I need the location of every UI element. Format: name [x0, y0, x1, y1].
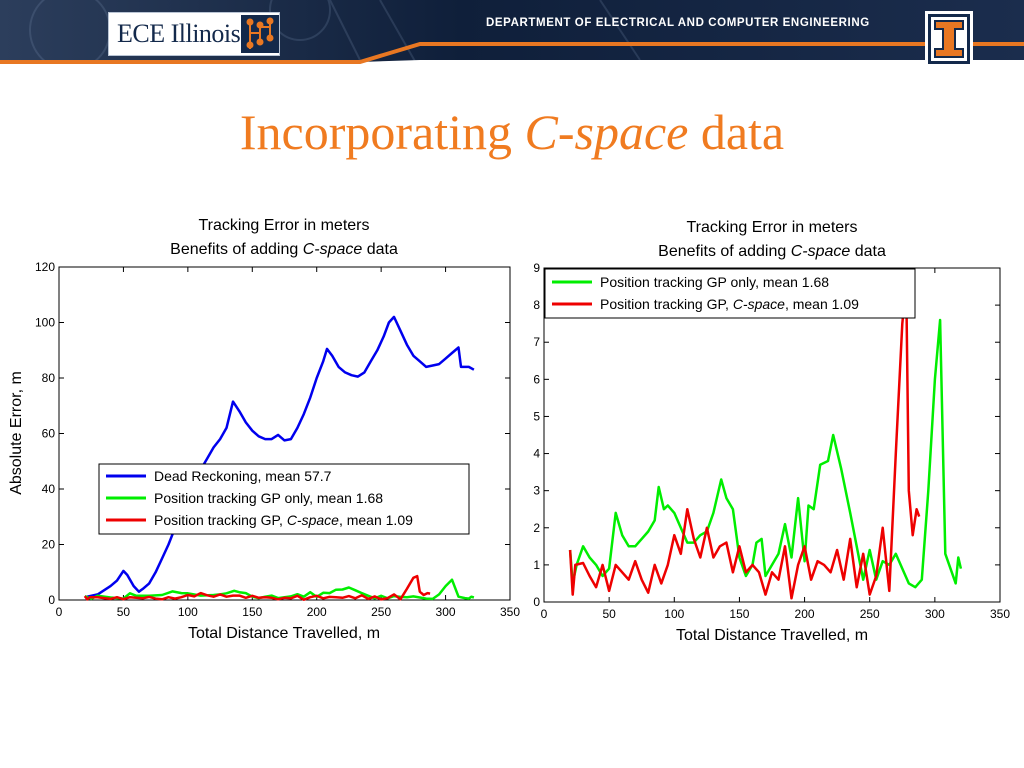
y-tick-label: 8	[533, 298, 540, 313]
legend-label-gp-cspace: Position tracking GP, C-space, mean 1.09	[600, 296, 859, 312]
chart-dead-reckoning-comparison	[0, 206, 524, 650]
y-tick-label: 5	[533, 409, 540, 424]
x-tick-label: 150	[729, 607, 750, 621]
legend	[99, 464, 469, 534]
x-tick-label: 50	[602, 607, 616, 621]
x-tick-label: 0	[540, 607, 548, 621]
y-tick-label: 9	[533, 261, 540, 275]
y-tick-label: 3	[533, 483, 540, 498]
y-tick-label: 6	[533, 372, 540, 387]
chart-cspace-comparison	[524, 206, 1024, 650]
plot-area	[59, 267, 510, 600]
slide-title: Incorporating C-space data	[239, 104, 785, 160]
legend-label-gp-only: Position tracking GP only, mean 1.68	[154, 490, 384, 506]
chart-title: Tracking Error in meters	[198, 217, 370, 234]
x-axis-label: Total Distance Travelled, m	[675, 627, 869, 644]
y-tick-label: 4	[533, 446, 540, 461]
y-tick-label: 7	[533, 335, 540, 350]
department-name: DEPARTMENT OF ELECTRICAL AND COMPUTER ENGINEERING	[486, 17, 870, 29]
x-tick-label: 200	[306, 605, 327, 619]
legend-label-dead-reckoning: Dead Reckoning, mean 57.7	[154, 468, 332, 484]
y-tick-label: 0	[48, 593, 55, 607]
x-axis-label: Total Distance Travelled, m	[187, 625, 381, 642]
x-tick-label: 250	[371, 605, 392, 619]
x-tick-label: 200	[794, 607, 815, 621]
x-tick-label: 300	[924, 607, 945, 621]
header-banner	[0, 0, 1024, 74]
ece-illinois-logo	[108, 12, 280, 56]
y-tick-label: 0	[533, 595, 540, 609]
logo-text: ECE Illinois	[117, 19, 241, 48]
x-tick-label: 100	[664, 607, 685, 621]
legend-label-gp-only: Position tracking GP only, mean 1.68	[600, 274, 830, 290]
illinois-block-i-icon	[925, 11, 973, 67]
x-tick-label: 100	[177, 605, 198, 619]
y-tick-label: 100	[34, 315, 55, 330]
x-tick-label: 350	[989, 607, 1011, 621]
y-axis-label: Absolute Error, m	[8, 371, 25, 495]
y-tick-label: 120	[34, 260, 55, 274]
y-tick-label: 80	[41, 371, 55, 385]
chart-subtitle: Benefits of adding C-space data	[658, 243, 886, 260]
x-tick-label: 50	[116, 605, 131, 619]
legend	[545, 269, 915, 318]
y-tick-label: 20	[41, 537, 55, 552]
y-tick-label: 40	[41, 482, 55, 496]
x-tick-label: 250	[859, 607, 880, 621]
x-tick-label: 0	[55, 605, 63, 619]
y-tick-label: 60	[41, 426, 55, 441]
chart-title: Tracking Error in meters	[686, 219, 858, 236]
circuit-logo-icon	[241, 15, 279, 53]
x-tick-label: 150	[242, 605, 263, 619]
y-tick-label: 1	[533, 557, 540, 572]
x-tick-label: 350	[499, 605, 521, 619]
y-tick-label: 2	[533, 520, 540, 535]
legend-label-gp-cspace: Position tracking GP, C-space, mean 1.09	[154, 512, 413, 528]
x-tick-label: 300	[435, 605, 456, 619]
chart-subtitle: Benefits of adding C-space data	[170, 241, 398, 258]
